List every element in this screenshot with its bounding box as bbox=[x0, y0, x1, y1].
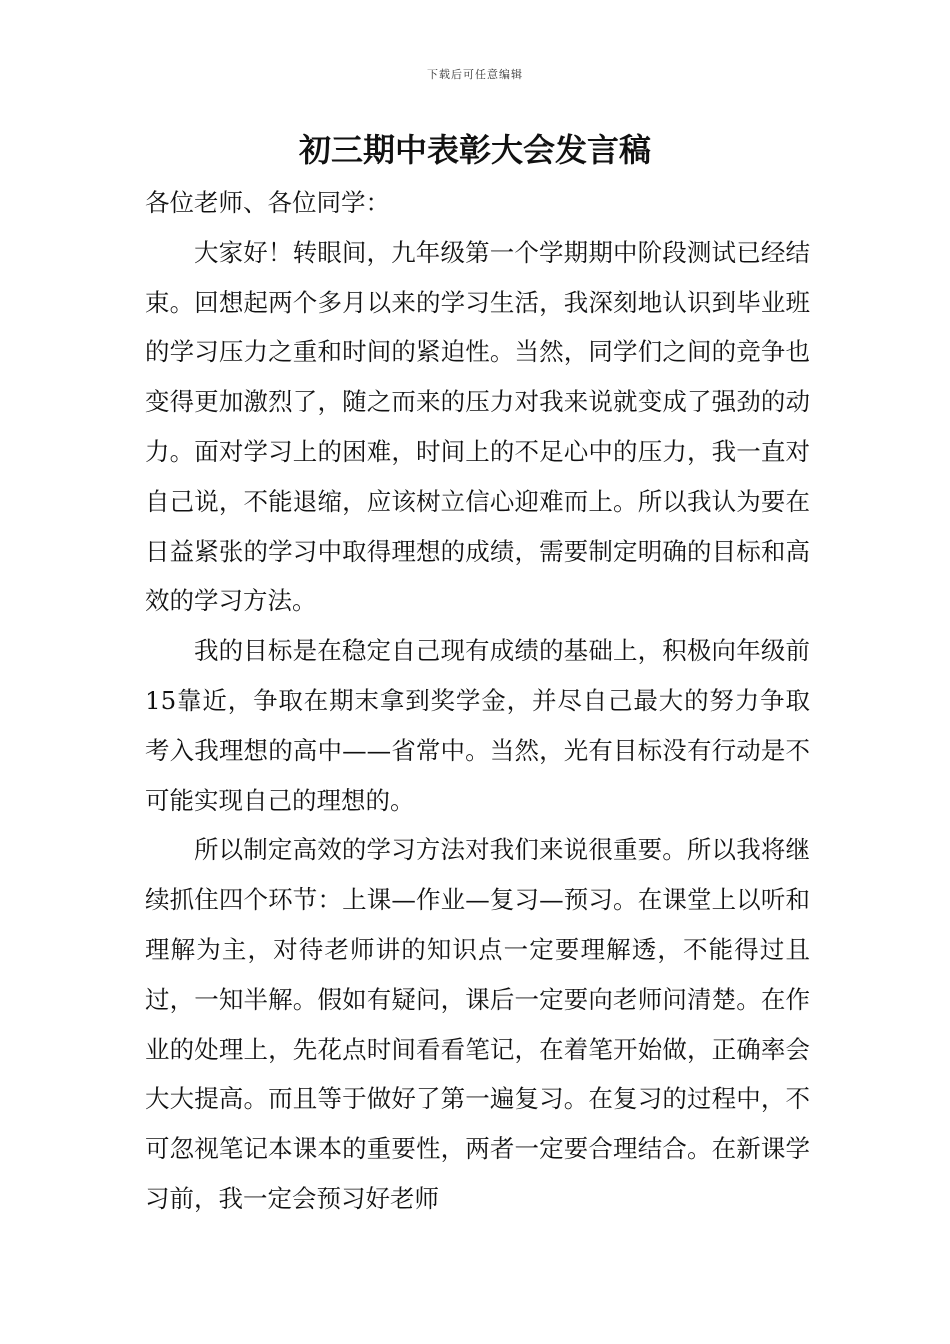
paragraph-1: 大家好！转眼间，九年级第一个学期期中阶段测试已经结束。回想起两个多月以来的学习生活，我深刻地认识到毕业班的学习压力之重和时间的紧迫性。当然，同学们之间的竞争也变得更加激烈了，随之而来的压力对我来说就变成了强劲的动力。面对学习上的困难，时间上的不足心中的压力，我一直对自己说，不能退缩，应该树立信心迎难而上。所以我认为要在日益紧张的学习中取得理想的成绩，需要制定明确的目标和高效的学习方法。 bbox=[145, 237, 810, 616]
paragraph-2: 我的目标是在稳定自己现有成绩的基础上，积极向年级前15靠近，争取在期末拿到奖学金，并尽自己最大的努力争取考入我理想的高中——省常中。当然，光有目标没有行动是不可能实现自己的理想的。 bbox=[145, 636, 810, 815]
salutation: 各位老师、各位同学： bbox=[145, 188, 390, 217]
paragraph-3: 所以制定高效的学习方法对我们来说很重要。所以我将继续抓住四个环节：上课—作业—复习—预习。在课堂上以听和理解为主，对待老师讲的知识点一定要理解透，不能得过且过，一知半解。假如有疑问，课后一定要向老师问清楚。在作业的处理上，先花点时间看看笔记，在着笔开始做，正确率会大大提高。而且等于做好了第一遍复习。在复习的过程中，不可忽视笔记本课本的重要性，两者一定要合理结合。在新课学习前，我一定会预习好老师 bbox=[145, 835, 810, 1213]
document-body bbox=[145, 178, 810, 1224]
header-note: 下载后可任意编辑 bbox=[427, 68, 523, 81]
document-title: 初三期中表彰大会发言稿 bbox=[298, 131, 651, 169]
